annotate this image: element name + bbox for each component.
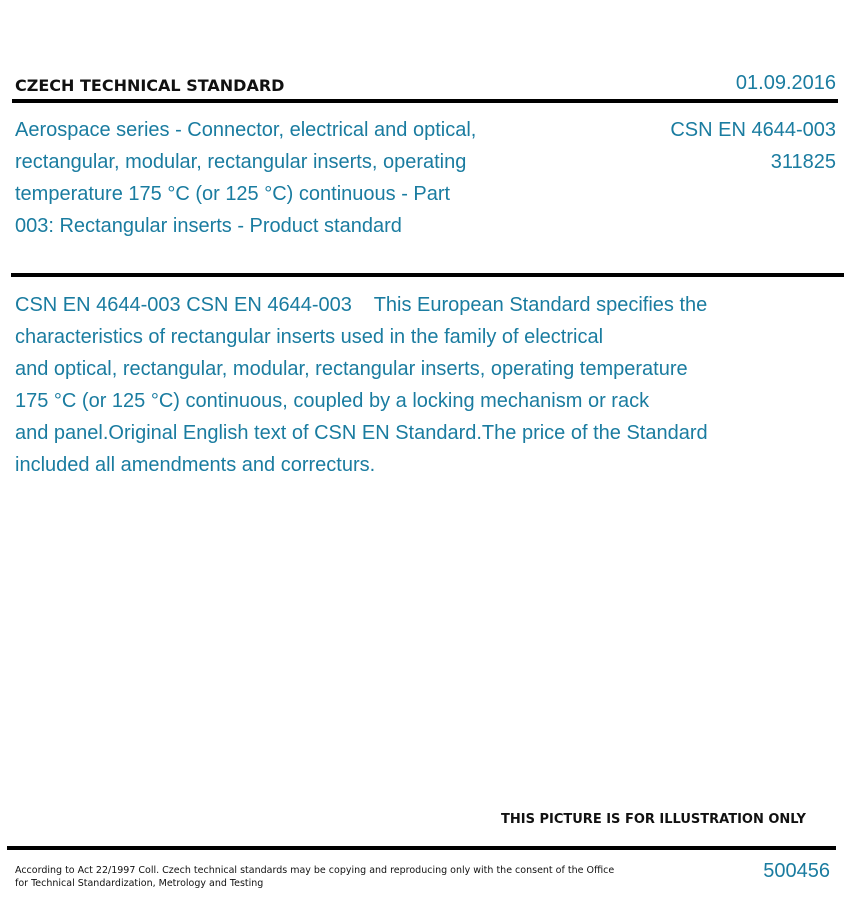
document-id: 500456 <box>763 860 830 882</box>
standard-title-line: rectangular, modular, rectangular inserts, operating <box>15 151 467 173</box>
standard-class-number: 311825 <box>770 151 836 173</box>
standard-title-line: 003: Rectangular inserts - Product standard <box>15 215 402 237</box>
description-line: and panel.Original English text of CSN EN Standard.The price of the Standard <box>15 422 708 444</box>
standard-title-line: temperature 175 °C (or 125 °C) continuous - Part <box>15 183 451 205</box>
header-divider <box>12 99 838 103</box>
description-line: characteristics of rectangular inserts used in the family of electrical <box>15 326 604 348</box>
legal-notice <box>15 864 615 890</box>
title-divider <box>11 273 844 277</box>
description-line: 175 °C (or 125 °C) continuous, coupled by a locking mechanism or rack <box>15 390 650 412</box>
legal-notice-line: for Technical Standardization, Metrology and Testing <box>15 878 264 889</box>
document-heading: CZECH TECHNICAL STANDARD <box>15 76 285 95</box>
publication-date: 01.09.2016 <box>735 72 836 94</box>
description-line: and optical, rectangular, modular, rectangular inserts, operating temperature <box>15 358 688 380</box>
description-line: included all amendments and correcturs. <box>15 454 376 476</box>
standard-code: CSN EN 4644-003 <box>670 119 836 141</box>
standard-title-line: Aerospace series - Connector, electrical and optical, <box>15 119 477 141</box>
legal-notice-line: According to Act 22/1997 Coll. Czech technical standards may be copying and reproducing only with the consent of the Office <box>15 865 615 876</box>
standard-identifiers <box>670 114 836 178</box>
standard-title <box>15 114 535 242</box>
standard-description <box>15 289 795 481</box>
footer-divider <box>7 846 836 850</box>
description-line: CSN EN 4644-003 CSN EN 4644-003 This European Standard specifies the <box>15 294 708 316</box>
illustration-notice: THIS PICTURE IS FOR ILLUSTRATION ONLY <box>501 812 806 827</box>
